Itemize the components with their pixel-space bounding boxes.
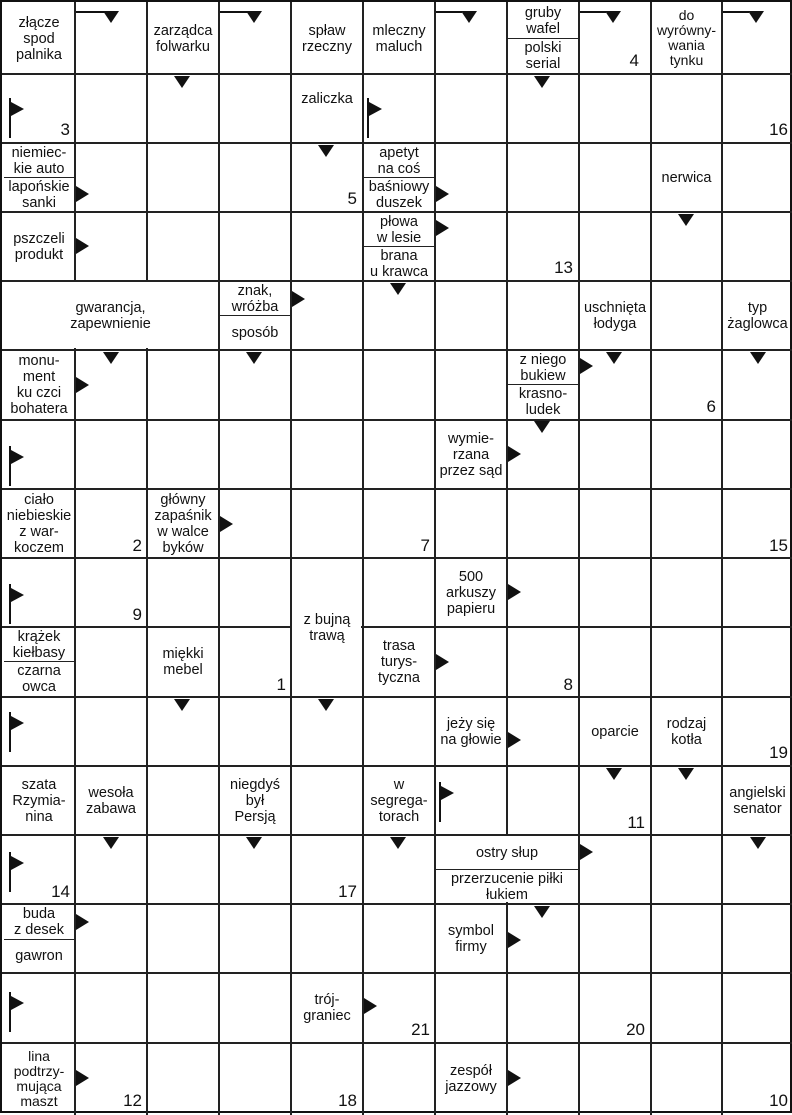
- arrow-down-icon: [678, 214, 694, 226]
- clue-sposob: sposób: [231, 324, 279, 341]
- arrow-right-icon: [508, 932, 521, 948]
- clue-symbol: symbol firmy: [448, 922, 494, 955]
- cell-number: 21: [411, 1020, 430, 1039]
- clue-gruby: gruby wafel: [524, 5, 562, 37]
- clue-jeza: jeży się na głowie: [440, 715, 502, 748]
- clue-segregatorach: w segrega- torach: [370, 776, 428, 825]
- clue-uschnieta: uschnięta łodyga: [583, 299, 647, 332]
- arrow-right-icon: [76, 1070, 89, 1086]
- clue-gwarancja: gwarancja, zapewnienie: [70, 299, 151, 332]
- cell-number: 12: [123, 1091, 142, 1110]
- clue-zbujna: z bujną trawą: [303, 611, 351, 644]
- clue-nerwica: nerwica: [661, 169, 712, 186]
- arrow-right-icon: [76, 377, 89, 393]
- grid-line: [2, 73, 792, 75]
- flag-arrow-icon: [9, 584, 23, 624]
- cell-number: 6: [706, 397, 716, 416]
- clue-zarzadca: zarządca folwarku: [153, 22, 213, 55]
- arrow-down-icon: [246, 352, 262, 364]
- arrow-right-icon: [508, 732, 521, 748]
- clue-wymierzana: wymie- rzana przez sąd: [439, 430, 503, 479]
- arrow-right-icon: [220, 516, 233, 532]
- cell-number: 9: [132, 605, 142, 624]
- cell-number: 16: [769, 120, 788, 139]
- grid-line: [2, 834, 792, 836]
- clue-znak: znak, wróżba: [231, 282, 279, 315]
- arrow-down-icon: [318, 145, 334, 157]
- arrow-right-icon: [580, 844, 593, 860]
- cell-number: 15: [769, 536, 788, 555]
- cell-number: 1: [276, 675, 286, 694]
- clue-lina: lina podtrzy- mująca maszt: [13, 1047, 65, 1109]
- arrow-right-icon: [292, 291, 305, 307]
- clue-rodzaj: rodzaj kotła: [666, 715, 707, 748]
- grid-line: [2, 557, 792, 559]
- arrow-down-icon: [103, 352, 119, 364]
- clue-splaw: spław rzeczny: [302, 22, 352, 55]
- grid-line: [2, 349, 792, 351]
- arrow-down-icon: [534, 421, 550, 433]
- arrow-down-icon: [534, 906, 550, 918]
- flag-arrow-icon: [9, 98, 23, 138]
- clue-plowa: płowa w lesie: [376, 213, 422, 246]
- grid-line: [2, 903, 792, 905]
- clue-basniowy: baśniowy duszek: [368, 178, 430, 211]
- clue-krazek: krążek kiełbasy: [12, 628, 66, 661]
- arrow-right-icon: [436, 220, 449, 236]
- arrow-down-icon: [461, 11, 477, 23]
- clue-trojgraniec: trój- graniec: [303, 992, 351, 1024]
- grid-line: [2, 972, 792, 974]
- cell-number: 4: [629, 51, 639, 70]
- arrow-tick: [436, 11, 462, 13]
- cell-number: 3: [60, 120, 70, 139]
- clue-wesola: wesoła zabawa: [86, 784, 136, 817]
- arrow-right-icon: [76, 914, 89, 930]
- arrow-tick: [220, 11, 248, 13]
- arrow-right-icon: [76, 186, 89, 202]
- arrow-tick: [76, 11, 106, 13]
- clue-glowny: główny zapaśnik w walce byków: [154, 491, 212, 556]
- flag-arrow-icon: [367, 98, 381, 138]
- arrow-down-icon: [318, 699, 334, 711]
- cell-number: 20: [626, 1020, 645, 1039]
- arrow-right-icon: [364, 998, 377, 1014]
- clue-buda: buda z desek: [14, 905, 64, 938]
- clue-zespol: zespół jazzowy: [445, 1062, 497, 1095]
- cell-number: 18: [338, 1091, 357, 1110]
- arrow-down-icon: [748, 11, 764, 23]
- grid-line: [2, 419, 792, 421]
- clue-oparcie: oparcie: [591, 723, 639, 740]
- clue-gawron: gawron: [15, 948, 63, 964]
- clue-angielski: angielski senator: [729, 784, 786, 817]
- arrow-down-icon: [606, 768, 622, 780]
- clue-przerzucenie: przerzucenie piłki łukiem: [450, 870, 564, 903]
- clue-monument: monu- ment ku czci bohatera: [10, 353, 68, 417]
- clue-trasa: trasa turys- tyczna: [378, 638, 420, 686]
- clue-niegdys: niegdyś był Persją: [230, 776, 280, 825]
- clue-apetyt: apetyt na coś: [377, 144, 421, 177]
- clue-zniego: z niego bukiew: [519, 351, 567, 384]
- flag-arrow-icon: [9, 712, 23, 752]
- cell-number: 2: [132, 536, 142, 555]
- arrow-down-icon: [750, 837, 766, 849]
- clue-pszczeli: pszczeli produkt: [13, 230, 65, 263]
- arrow-down-icon: [534, 76, 550, 88]
- arrow-right-icon: [76, 238, 89, 254]
- clue-wyrownywania: do wyrówny- wania tynku: [656, 6, 717, 68]
- clue-niemieckie: niemiec- kie auto: [11, 144, 67, 177]
- arrow-down-icon: [246, 11, 262, 23]
- arrow-down-icon: [174, 76, 190, 88]
- clue-laponskie: lapońskie sanki: [8, 178, 70, 211]
- arrow-right-icon: [508, 446, 521, 462]
- clue-brana: brana u krawca: [369, 247, 429, 280]
- clue-krasnoludek: krasno- ludek: [518, 386, 568, 418]
- cell-number: 8: [563, 675, 573, 694]
- arrow-down-icon: [246, 837, 262, 849]
- cell-number: 7: [420, 536, 430, 555]
- cell-number: 13: [554, 258, 573, 277]
- arrow-down-icon: [390, 283, 406, 295]
- arrow-right-icon: [436, 654, 449, 670]
- flag-arrow-icon: [9, 446, 23, 486]
- clue-ostry: ostry słup: [475, 844, 539, 861]
- arrow-right-icon: [436, 186, 449, 202]
- flag-arrow-icon: [439, 782, 453, 822]
- clue-typ: typ żaglowca: [727, 299, 788, 332]
- arrow-down-icon: [605, 11, 621, 23]
- cell-number: 11: [627, 813, 645, 832]
- arrow-down-icon: [606, 352, 622, 364]
- grid-line: [2, 1042, 792, 1044]
- cell-number: 10: [769, 1091, 788, 1110]
- clue-mleczny: mleczny maluch: [372, 22, 426, 55]
- clue-polski: polski serial: [524, 40, 562, 72]
- clue-czarna: czarna owca: [17, 663, 61, 695]
- arrow-down-icon: [103, 837, 119, 849]
- clue-arkuszy: 500 arkuszy papieru: [446, 568, 496, 617]
- arrow-tick: [580, 11, 606, 13]
- flag-arrow-icon: [9, 852, 23, 892]
- grid-line: [2, 488, 792, 490]
- clue-miekki: miękki mebel: [162, 646, 204, 678]
- cell-number: 17: [338, 882, 357, 901]
- clue-zlacze: złącze spod palnika: [16, 14, 62, 63]
- arrow-down-icon: [750, 352, 766, 364]
- arrow-right-icon: [508, 584, 521, 600]
- cell-number: 14: [51, 882, 70, 901]
- cell-number: 19: [769, 743, 788, 762]
- arrow-down-icon: [678, 768, 694, 780]
- arrow-tick: [723, 11, 749, 13]
- flag-arrow-icon: [9, 992, 23, 1032]
- cell-number: 5: [347, 189, 357, 208]
- clue-szata: szata Rzymia- nina: [12, 776, 66, 825]
- arrow-right-icon: [508, 1070, 521, 1086]
- arrow-down-icon: [103, 11, 119, 23]
- arrow-down-icon: [174, 699, 190, 711]
- clue-zaliczka: zaliczka: [301, 91, 353, 107]
- arrow-down-icon: [390, 837, 406, 849]
- clue-cialo: ciało niebieskie z war- koczem: [6, 491, 72, 556]
- arrow-right-icon: [580, 358, 593, 374]
